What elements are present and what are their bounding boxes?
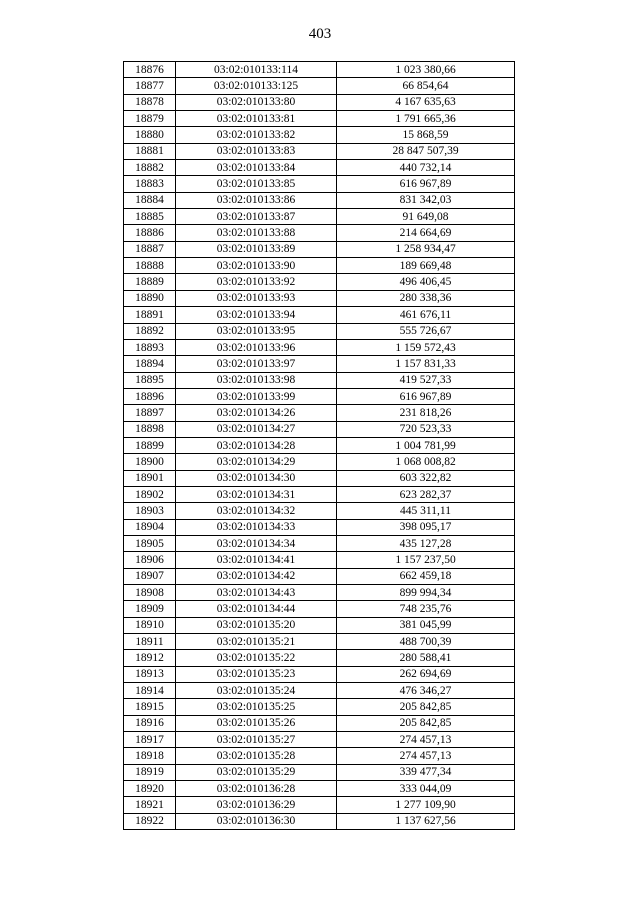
cadastral-value-cell: 280 338,36: [337, 290, 515, 306]
cadastral-number-cell: 03:02:010134:30: [176, 470, 337, 486]
row-number-cell: 18910: [124, 617, 176, 633]
cadastral-number-cell: 03:02:010133:81: [176, 111, 337, 127]
cadastral-value-cell: 488 700,39: [337, 634, 515, 650]
row-number-cell: 18890: [124, 290, 176, 306]
cadastral-number-cell: 03:02:010133:85: [176, 176, 337, 192]
cadastral-number-cell: 03:02:010133:86: [176, 192, 337, 208]
table-row: [124, 470, 515, 486]
table-row: [124, 634, 515, 650]
row-number-cell: 18905: [124, 535, 176, 551]
row-number-cell: 18917: [124, 732, 176, 748]
row-number-cell: 18919: [124, 764, 176, 780]
cadastral-number-cell: 03:02:010134:32: [176, 503, 337, 519]
cadastral-value-cell: 440 732,14: [337, 160, 515, 176]
row-number-cell: 18877: [124, 78, 176, 94]
row-number-cell: 18913: [124, 666, 176, 682]
cadastral-value-table: [123, 61, 515, 830]
table-row: [124, 683, 515, 699]
row-number-cell: 18899: [124, 437, 176, 453]
table-row: [124, 388, 515, 404]
row-number-cell: 18897: [124, 405, 176, 421]
cadastral-value-cell: 1 068 008,82: [337, 454, 515, 470]
cadastral-number-cell: 03:02:010134:29: [176, 454, 337, 470]
table-row: [124, 143, 515, 159]
row-number-cell: 18876: [124, 62, 176, 78]
table-row: [124, 813, 515, 829]
table-row: [124, 62, 515, 78]
cadastral-value-cell: 214 664,69: [337, 225, 515, 241]
cadastral-number-cell: 03:02:010135:24: [176, 683, 337, 699]
table-row: [124, 437, 515, 453]
cadastral-number-cell: 03:02:010133:87: [176, 209, 337, 225]
cadastral-value-cell: 461 676,11: [337, 307, 515, 323]
cadastral-number-cell: 03:02:010133:83: [176, 143, 337, 159]
table-row: [124, 699, 515, 715]
row-number-cell: 18909: [124, 601, 176, 617]
row-number-cell: 18908: [124, 585, 176, 601]
table-row: [124, 503, 515, 519]
cadastral-number-cell: 03:02:010133:90: [176, 258, 337, 274]
table-row: [124, 568, 515, 584]
cadastral-value-cell: 205 842,85: [337, 699, 515, 715]
table-row: [124, 307, 515, 323]
cadastral-number-cell: 03:02:010134:43: [176, 585, 337, 601]
cadastral-value-cell: 398 095,17: [337, 519, 515, 535]
table-row: [124, 274, 515, 290]
row-number-cell: 18914: [124, 683, 176, 699]
cadastral-value-cell: 91 649,08: [337, 209, 515, 225]
table-row: [124, 339, 515, 355]
cadastral-value-cell: 1 159 572,43: [337, 339, 515, 355]
table-row: [124, 585, 515, 601]
row-number-cell: 18916: [124, 715, 176, 731]
cadastral-number-cell: 03:02:010135:27: [176, 732, 337, 748]
cadastral-number-cell: 03:02:010135:20: [176, 617, 337, 633]
table-row: [124, 421, 515, 437]
cadastral-number-cell: 03:02:010133:95: [176, 323, 337, 339]
table-row: [124, 356, 515, 372]
cadastral-number-cell: 03:02:010134:41: [176, 552, 337, 568]
row-number-cell: 18892: [124, 323, 176, 339]
cadastral-value-cell: 1 157 237,50: [337, 552, 515, 568]
table-row: [124, 781, 515, 797]
cadastral-number-cell: 03:02:010133:82: [176, 127, 337, 143]
cadastral-number-cell: 03:02:010133:97: [176, 356, 337, 372]
cadastral-value-cell: 616 967,89: [337, 176, 515, 192]
row-number-cell: 18887: [124, 241, 176, 257]
cadastral-value-cell: 1 277 109,90: [337, 797, 515, 813]
cadastral-number-cell: 03:02:010136:29: [176, 797, 337, 813]
cadastral-value-cell: 899 994,34: [337, 585, 515, 601]
cadastral-number-cell: 03:02:010133:89: [176, 241, 337, 257]
cadastral-number-cell: 03:02:010133:114: [176, 62, 337, 78]
page-number: 403: [308, 26, 332, 42]
table-row: [124, 372, 515, 388]
cadastral-number-cell: 03:02:010133:96: [176, 339, 337, 355]
cadastral-value-cell: 1 137 627,56: [337, 813, 515, 829]
cadastral-value-cell: 476 346,27: [337, 683, 515, 699]
cadastral-value-cell: 1 023 380,66: [337, 62, 515, 78]
row-number-cell: 18903: [124, 503, 176, 519]
cadastral-number-cell: 03:02:010134:26: [176, 405, 337, 421]
row-number-cell: 18896: [124, 388, 176, 404]
cadastral-value-cell: 1 791 665,36: [337, 111, 515, 127]
cadastral-value-cell: 419 527,33: [337, 372, 515, 388]
cadastral-value-cell: 603 322,82: [337, 470, 515, 486]
table-row: [124, 192, 515, 208]
cadastral-number-cell: 03:02:010136:30: [176, 813, 337, 829]
row-number-cell: 18882: [124, 160, 176, 176]
table-row: [124, 405, 515, 421]
cadastral-number-cell: 03:02:010135:26: [176, 715, 337, 731]
cadastral-number-cell: 03:02:010134:42: [176, 568, 337, 584]
table-row: [124, 323, 515, 339]
cadastral-value-cell: 205 842,85: [337, 715, 515, 731]
cadastral-value-cell: 1 157 831,33: [337, 356, 515, 372]
cadastral-number-cell: 03:02:010133:94: [176, 307, 337, 323]
cadastral-number-cell: 03:02:010134:33: [176, 519, 337, 535]
cadastral-number-cell: 03:02:010133:99: [176, 388, 337, 404]
cadastral-value-cell: 1 258 934,47: [337, 241, 515, 257]
cadastral-value-cell: 66 854,64: [337, 78, 515, 94]
row-number-cell: 18915: [124, 699, 176, 715]
cadastral-number-cell: 03:02:010135:25: [176, 699, 337, 715]
cadastral-value-cell: 616 967,89: [337, 388, 515, 404]
row-number-cell: 18902: [124, 486, 176, 502]
cadastral-number-cell: 03:02:010133:80: [176, 94, 337, 110]
table-row: [124, 601, 515, 617]
table-row: [124, 241, 515, 257]
cadastral-number-cell: 03:02:010133:125: [176, 78, 337, 94]
row-number-cell: 18904: [124, 519, 176, 535]
cadastral-number-cell: 03:02:010133:93: [176, 290, 337, 306]
table-row: [124, 176, 515, 192]
row-number-cell: 18879: [124, 111, 176, 127]
table-row: [124, 535, 515, 551]
table-row: [124, 78, 515, 94]
cadastral-number-cell: 03:02:010136:28: [176, 781, 337, 797]
table-row: [124, 258, 515, 274]
table-row: [124, 486, 515, 502]
row-number-cell: 18885: [124, 209, 176, 225]
cadastral-value-cell: 274 457,13: [337, 748, 515, 764]
cadastral-value-cell: 231 818,26: [337, 405, 515, 421]
table-row: [124, 160, 515, 176]
row-number-cell: 18901: [124, 470, 176, 486]
cadastral-value-cell: 435 127,28: [337, 535, 515, 551]
table-row: [124, 519, 515, 535]
row-number-cell: 18894: [124, 356, 176, 372]
cadastral-number-cell: 03:02:010134:28: [176, 437, 337, 453]
cadastral-value-cell: 4 167 635,63: [337, 94, 515, 110]
cadastral-value-cell: 15 868,59: [337, 127, 515, 143]
cadastral-value-cell: 189 669,48: [337, 258, 515, 274]
cadastral-number-cell: 03:02:010135:28: [176, 748, 337, 764]
cadastral-number-cell: 03:02:010134:34: [176, 535, 337, 551]
row-number-cell: 18889: [124, 274, 176, 290]
row-number-cell: 18884: [124, 192, 176, 208]
cadastral-value-cell: 280 588,41: [337, 650, 515, 666]
cadastral-number-cell: 03:02:010134:31: [176, 486, 337, 502]
cadastral-value-cell: 496 406,45: [337, 274, 515, 290]
row-number-cell: 18883: [124, 176, 176, 192]
cadastral-number-cell: 03:02:010134:27: [176, 421, 337, 437]
row-number-cell: 18918: [124, 748, 176, 764]
row-number-cell: 18895: [124, 372, 176, 388]
cadastral-value-cell: 333 044,09: [337, 781, 515, 797]
row-number-cell: 18907: [124, 568, 176, 584]
cadastral-value-cell: 555 726,67: [337, 323, 515, 339]
cadastral-value-cell: 1 004 781,99: [337, 437, 515, 453]
cadastral-number-cell: 03:02:010133:88: [176, 225, 337, 241]
table-row: [124, 715, 515, 731]
table-row: [124, 764, 515, 780]
cadastral-number-cell: 03:02:010135:21: [176, 634, 337, 650]
table-row: [124, 94, 515, 110]
row-number-cell: 18922: [124, 813, 176, 829]
cadastral-value-cell: 662 459,18: [337, 568, 515, 584]
table-row: [124, 552, 515, 568]
table-row: [124, 732, 515, 748]
table-body: [124, 62, 515, 830]
cadastral-value-cell: 720 523,33: [337, 421, 515, 437]
table-row: [124, 617, 515, 633]
cadastral-value-cell: 339 477,34: [337, 764, 515, 780]
table-row: [124, 748, 515, 764]
row-number-cell: 18880: [124, 127, 176, 143]
cadastral-number-cell: 03:02:010133:84: [176, 160, 337, 176]
cadastral-value-cell: 445 311,11: [337, 503, 515, 519]
table-row: [124, 797, 515, 813]
cadastral-value-cell: 623 282,37: [337, 486, 515, 502]
cadastral-value-cell: 262 694,69: [337, 666, 515, 682]
cadastral-number-cell: 03:02:010133:92: [176, 274, 337, 290]
cadastral-value-cell: 748 235,76: [337, 601, 515, 617]
row-number-cell: 18881: [124, 143, 176, 159]
table-row: [124, 650, 515, 666]
row-number-cell: 18878: [124, 94, 176, 110]
row-number-cell: 18891: [124, 307, 176, 323]
row-number-cell: 18888: [124, 258, 176, 274]
table-row: [124, 111, 515, 127]
table-row: [124, 290, 515, 306]
cadastral-number-cell: 03:02:010134:44: [176, 601, 337, 617]
row-number-cell: 18906: [124, 552, 176, 568]
row-number-cell: 18912: [124, 650, 176, 666]
table-row: [124, 127, 515, 143]
row-number-cell: 18921: [124, 797, 176, 813]
table-row: [124, 209, 515, 225]
cadastral-value-cell: 381 045,99: [337, 617, 515, 633]
row-number-cell: 18920: [124, 781, 176, 797]
cadastral-number-cell: 03:02:010135:29: [176, 764, 337, 780]
cadastral-number-cell: 03:02:010135:23: [176, 666, 337, 682]
table-row: [124, 454, 515, 470]
row-number-cell: 18911: [124, 634, 176, 650]
cadastral-number-cell: 03:02:010133:98: [176, 372, 337, 388]
cadastral-number-cell: 03:02:010135:22: [176, 650, 337, 666]
row-number-cell: 18900: [124, 454, 176, 470]
table-row: [124, 225, 515, 241]
cadastral-value-cell: 831 342,03: [337, 192, 515, 208]
table-row: [124, 666, 515, 682]
row-number-cell: 18893: [124, 339, 176, 355]
row-number-cell: 18898: [124, 421, 176, 437]
row-number-cell: 18886: [124, 225, 176, 241]
cadastral-value-cell: 274 457,13: [337, 732, 515, 748]
cadastral-value-cell: 28 847 507,39: [337, 143, 515, 159]
